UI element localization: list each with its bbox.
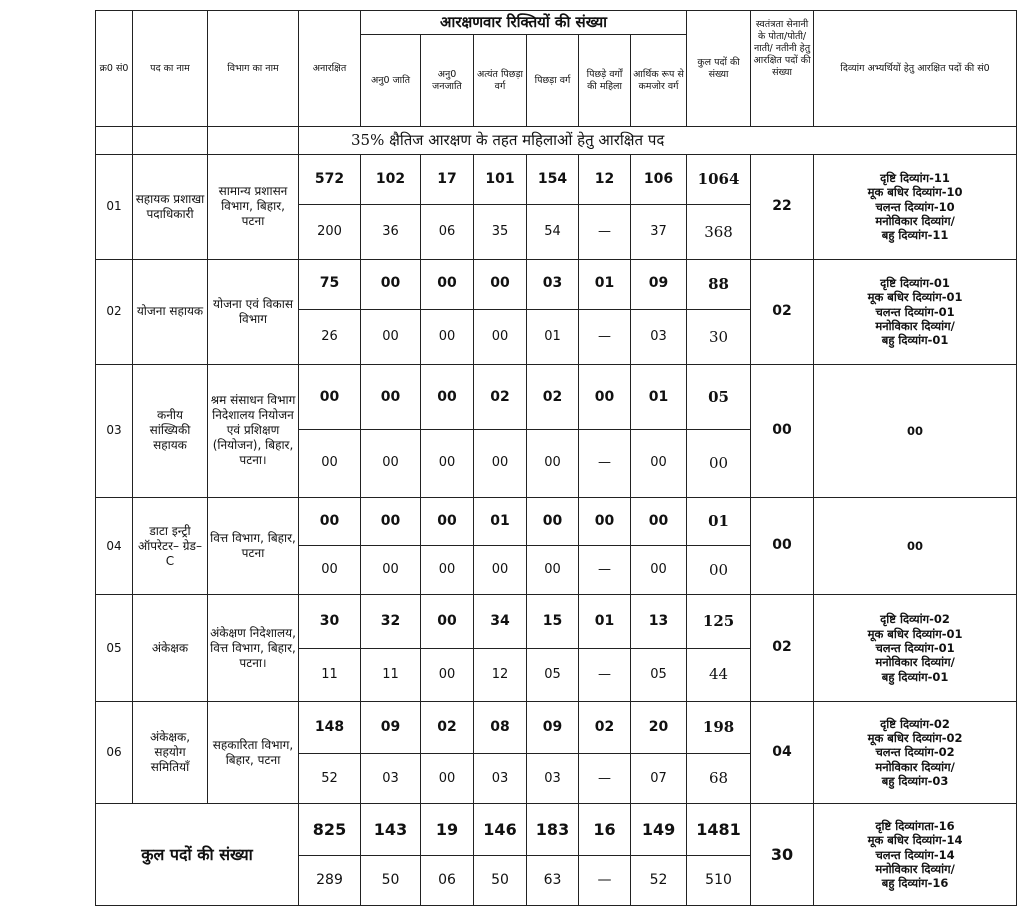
header-freedom-fighter: स्वतंत्रता सेनानी के पोता/पोती/ नाती/ नतीनी हेतु आरक्षित पदों की संख्या (751, 11, 814, 127)
row-post-name: सहायक प्रशाखा पदाधिकारी (133, 155, 208, 260)
disabled-quota-line: बहु दिव्यांग-01 (881, 333, 949, 348)
count-ews: 13 (631, 595, 687, 648)
women-bc-women: — (579, 648, 631, 701)
header-sc: अनु0 जाति (361, 35, 421, 127)
total-count-ebc: 146 (474, 804, 527, 855)
row-department: सहकारिता विभाग, बिहार, पटना (208, 701, 299, 804)
women-sc: 00 (361, 309, 421, 364)
row-post-name: डाटा इन्ट्री ऑपरेटर– ग्रेड–C (133, 497, 208, 595)
count-bc-women: 12 (579, 155, 631, 205)
count-sc: 32 (361, 595, 421, 648)
women-reservation-band: 35% क्षैतिज आरक्षण के तहत महिलाओं हेतु आरक्षित पद (299, 127, 1017, 155)
header-serial: क्र0 सं0 (96, 11, 133, 127)
disabled-quota-line: चलन्त दिव्यांग-10 (875, 199, 955, 214)
disabled-quota-line: मूक बधिर दिव्यांग-01 (867, 626, 963, 641)
disabled-quota-line: चलन्त दिव्यांग-02 (875, 745, 955, 760)
count-total-posts: 1064 (687, 155, 751, 205)
disabled-quota-line: 00 (907, 423, 924, 438)
total-women-unreserved: 289 (299, 855, 361, 905)
total-count-unreserved: 825 (299, 804, 361, 855)
disabled-quota (814, 259, 1017, 365)
women-unreserved: 200 (299, 205, 361, 259)
disabled-quota-line: चलन्त दिव्यांग-14 (875, 847, 955, 862)
total-count-bc: 183 (527, 804, 579, 855)
women-unreserved: 00 (299, 430, 361, 497)
row-post-name: अंकेक्षक (133, 595, 208, 702)
count-st: 00 (421, 595, 474, 648)
women-st: 00 (421, 309, 474, 364)
count-ebc: 08 (474, 701, 527, 753)
disabled-quota-line: बहु दिव्यांग-03 (881, 774, 949, 789)
freedom-fighter-count: 00 (751, 497, 814, 595)
women-ews: 00 (631, 546, 687, 595)
row-serial: 03 (96, 365, 133, 498)
count-ebc: 34 (474, 595, 527, 648)
women-st: 06 (421, 205, 474, 259)
women-bc-women: — (579, 754, 631, 804)
total-women-bc: 63 (527, 855, 579, 905)
women-bc: 00 (527, 430, 579, 497)
disabled-quota (814, 595, 1017, 702)
header-bc: पिछड़ा वर्ग (527, 35, 579, 127)
count-ebc: 02 (474, 365, 527, 430)
vacancy-table (95, 10, 1017, 906)
count-total-posts: 125 (687, 595, 751, 648)
count-bc: 15 (527, 595, 579, 648)
women-total-posts: 00 (687, 430, 751, 497)
header-reserved-group: आरक्षणवार रिक्तियों की संख्या (361, 11, 687, 35)
count-bc-women: 01 (579, 259, 631, 309)
total-women-bc-women: — (579, 855, 631, 905)
disabled-quota-line: बहु दिव्यांग-16 (881, 876, 949, 891)
women-bc: 03 (527, 754, 579, 804)
women-bc: 01 (527, 309, 579, 364)
women-bc: 54 (527, 205, 579, 259)
total-count-sc: 143 (361, 804, 421, 855)
row-serial: 04 (96, 497, 133, 595)
count-ews: 106 (631, 155, 687, 205)
count-unreserved: 148 (299, 701, 361, 753)
count-ews: 00 (631, 497, 687, 545)
count-unreserved: 00 (299, 365, 361, 430)
disabled-quota-line: मनोविकार दिव्यांग/ (875, 655, 955, 670)
count-st: 00 (421, 259, 474, 309)
women-ebc: 03 (474, 754, 527, 804)
table-row (96, 595, 1017, 648)
disabled-quota (814, 497, 1017, 595)
women-total-posts: 44 (687, 648, 751, 701)
women-sc: 36 (361, 205, 421, 259)
count-st: 00 (421, 497, 474, 545)
disabled-quota-line: चलन्त दिव्यांग-01 (875, 304, 955, 319)
count-bc-women: 01 (579, 595, 631, 648)
row-post-name: अंकेक्षक, सहयोग समितियाँ (133, 701, 208, 804)
count-bc-women: 00 (579, 497, 631, 545)
total-women-ebc: 50 (474, 855, 527, 905)
disabled-quota-line: मूक बधिर दिव्यांग-10 (867, 185, 963, 200)
women-ews: 03 (631, 309, 687, 364)
total-disabled-quota (814, 804, 1017, 906)
totals-label: कुल पदों की संख्या (96, 804, 299, 906)
women-total-posts: 30 (687, 309, 751, 364)
women-bc-women: — (579, 205, 631, 259)
row-serial: 05 (96, 595, 133, 702)
count-sc: 00 (361, 365, 421, 430)
row-department: वित्त विभाग, बिहार, पटना (208, 497, 299, 595)
freedom-fighter-count: 04 (751, 701, 814, 804)
freedom-fighter-count: 02 (751, 595, 814, 702)
count-total-posts: 01 (687, 497, 751, 545)
freedom-fighter-count: 22 (751, 155, 814, 260)
women-ews: 05 (631, 648, 687, 701)
women-total-posts: 00 (687, 546, 751, 595)
total-count-st: 19 (421, 804, 474, 855)
freedom-fighter-count: 00 (751, 365, 814, 498)
count-bc: 03 (527, 259, 579, 309)
header-st: अनु0 जनजाति (421, 35, 474, 127)
header-unreserved: अनारक्षित (299, 11, 361, 127)
table-row (96, 497, 1017, 545)
women-sc: 00 (361, 430, 421, 497)
header-post-name: पद का नाम (133, 11, 208, 127)
women-ebc: 00 (474, 430, 527, 497)
total-women-total-posts: 510 (687, 855, 751, 905)
disabled-quota-line: 00 (907, 538, 924, 553)
disabled-quota (814, 155, 1017, 260)
header-total-posts: कुल पदों की संख्या (687, 11, 751, 127)
table-row (96, 259, 1017, 309)
count-bc-women: 00 (579, 365, 631, 430)
disabled-quota-line: मनोविकार दिव्यांग/ (875, 213, 955, 228)
women-ebc: 00 (474, 309, 527, 364)
row-department: अंकेक्षण निदेशालय, वित्त विभाग, बिहार, पटना। (208, 595, 299, 702)
count-st: 17 (421, 155, 474, 205)
women-sc: 11 (361, 648, 421, 701)
total-count-total-posts: 1481 (687, 804, 751, 855)
count-sc: 09 (361, 701, 421, 753)
count-ebc: 00 (474, 259, 527, 309)
women-unreserved: 52 (299, 754, 361, 804)
row-post-name: योजना सहायक (133, 259, 208, 365)
disabled-quota-line: मनोविकार दिव्यांग/ (875, 319, 955, 333)
disabled-quota-line: दृष्टि दिव्यांगता-16 (875, 818, 955, 833)
count-ews: 09 (631, 259, 687, 309)
count-sc: 00 (361, 259, 421, 309)
women-sc: 03 (361, 754, 421, 804)
women-sc: 00 (361, 546, 421, 595)
women-st: 00 (421, 430, 474, 497)
count-bc: 00 (527, 497, 579, 545)
disabled-quota-line: बहु दिव्यांग-01 (881, 669, 949, 684)
disabled-quota-line: दृष्टि दिव्यांग-02 (880, 716, 950, 731)
women-unreserved: 11 (299, 648, 361, 701)
count-total-posts: 88 (687, 259, 751, 309)
row-serial: 01 (96, 155, 133, 260)
count-ebc: 01 (474, 497, 527, 545)
disabled-quota (814, 365, 1017, 498)
count-unreserved: 30 (299, 595, 361, 648)
total-count-ews: 149 (631, 804, 687, 855)
women-ews: 37 (631, 205, 687, 259)
disabled-quota-line: मनोविकार दिव्यांग/ (875, 861, 955, 876)
women-ebc: 00 (474, 546, 527, 595)
table-row (96, 701, 1017, 753)
header-ews: आर्थिक रूप से कमजोर वर्ग (631, 35, 687, 127)
count-unreserved: 00 (299, 497, 361, 545)
table-row (96, 155, 1017, 205)
row-department: योजना एवं विकास विभाग (208, 259, 299, 365)
women-unreserved: 26 (299, 309, 361, 364)
disabled-quota (814, 701, 1017, 804)
women-ews: 00 (631, 430, 687, 497)
women-st: 00 (421, 648, 474, 701)
count-total-posts: 05 (687, 365, 751, 430)
disabled-quota-line: दृष्टि दिव्यांग-02 (880, 612, 950, 627)
women-bc: 00 (527, 546, 579, 595)
disabled-quota-line: मूक बधिर दिव्यांग-14 (867, 833, 963, 848)
count-bc-women: 02 (579, 701, 631, 753)
women-total-posts: 68 (687, 754, 751, 804)
count-st: 02 (421, 701, 474, 753)
row-department: श्रम संसाधन विभाग निदेशालय नियोजन एवं प्रशिक्षण (नियोजन), बिहार, पटना। (208, 365, 299, 498)
row-serial: 06 (96, 701, 133, 804)
women-ebc: 35 (474, 205, 527, 259)
total-freedom-fighter-count: 30 (751, 804, 814, 906)
header-ebc: अत्यंत पिछड़ा वर्ग (474, 35, 527, 127)
women-bc-women: — (579, 546, 631, 595)
header-department: विभाग का नाम (208, 11, 299, 127)
disabled-quota-line: मूक बधिर दिव्यांग-02 (867, 731, 963, 746)
women-ews: 07 (631, 754, 687, 804)
count-total-posts: 198 (687, 701, 751, 753)
row-serial: 02 (96, 259, 133, 365)
disabled-quota-line: बहु दिव्यांग-11 (881, 228, 949, 243)
total-women-st: 06 (421, 855, 474, 905)
total-women-ews: 52 (631, 855, 687, 905)
total-count-bc-women: 16 (579, 804, 631, 855)
table-row (96, 365, 1017, 430)
count-bc: 154 (527, 155, 579, 205)
disabled-quota-line: दृष्टि दिव्यांग-01 (880, 275, 950, 290)
women-st: 00 (421, 754, 474, 804)
disabled-quota-line: मूक बधिर दिव्यांग-01 (867, 290, 963, 305)
count-bc: 02 (527, 365, 579, 430)
total-women-sc: 50 (361, 855, 421, 905)
women-total-posts: 368 (687, 205, 751, 259)
women-bc-women: — (579, 309, 631, 364)
count-st: 00 (421, 365, 474, 430)
count-ews: 20 (631, 701, 687, 753)
count-sc: 102 (361, 155, 421, 205)
count-ebc: 101 (474, 155, 527, 205)
count-unreserved: 572 (299, 155, 361, 205)
women-bc: 05 (527, 648, 579, 701)
count-sc: 00 (361, 497, 421, 545)
header-disabled: दिव्यांग अभ्यर्थियों हेतु आरक्षित पदों की सं0 (814, 11, 1017, 127)
disabled-quota-line: चलन्त दिव्यांग-01 (875, 640, 955, 655)
disabled-quota-line: दृष्टि दिव्यांग-11 (880, 170, 950, 185)
women-ebc: 12 (474, 648, 527, 701)
count-bc: 09 (527, 701, 579, 753)
freedom-fighter-count: 02 (751, 259, 814, 365)
disabled-quota-line: मनोविकार दिव्यांग/ (875, 759, 955, 774)
totals-row (96, 804, 1017, 855)
count-ews: 01 (631, 365, 687, 430)
count-unreserved: 75 (299, 259, 361, 309)
women-unreserved: 00 (299, 546, 361, 595)
women-bc-women: — (579, 430, 631, 497)
header-bc-women: पिछड़े वर्गों की महिला (579, 35, 631, 127)
row-department: सामान्य प्रशासन विभाग, बिहार, पटना (208, 155, 299, 260)
row-post-name: कनीय सांख्यिकी सहायक (133, 365, 208, 498)
women-st: 00 (421, 546, 474, 595)
